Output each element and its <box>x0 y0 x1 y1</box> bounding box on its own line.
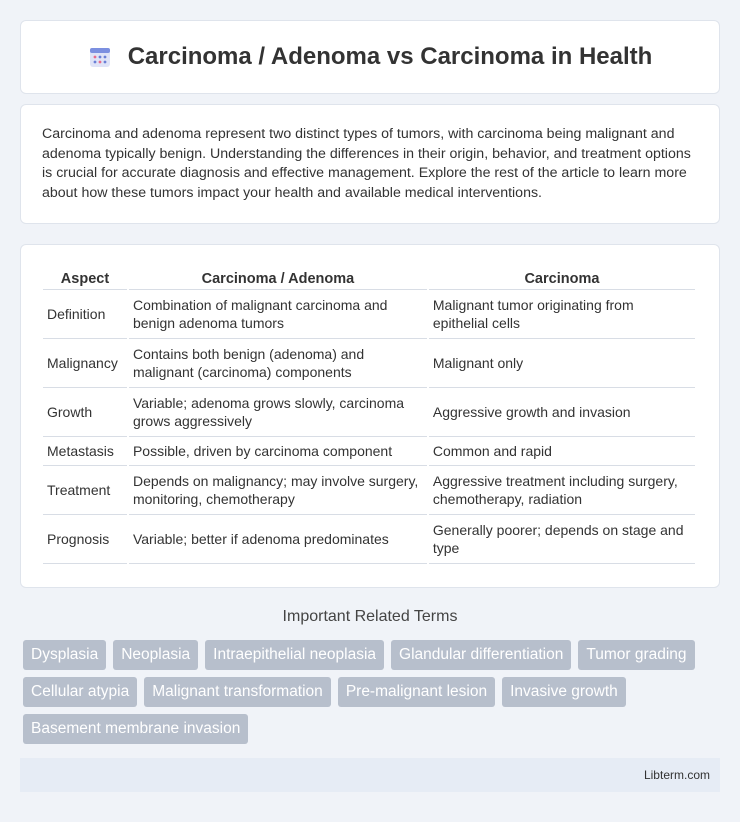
tag-cellular-atypia[interactable]: Cellular atypia <box>23 677 137 707</box>
cell-aspect: Definition <box>43 290 127 339</box>
comparison-card <box>20 244 720 588</box>
tag-pre-malignant-lesion[interactable]: Pre-malignant lesion <box>338 677 495 707</box>
cell-carcinoma-adenoma: Variable; better if adenoma predominates <box>129 515 427 564</box>
tag-malignant-transformation[interactable]: Malignant transformation <box>144 677 331 707</box>
tag-tumor-grading[interactable]: Tumor grading <box>578 640 694 670</box>
tag-invasive-growth[interactable]: Invasive growth <box>502 677 626 707</box>
cell-carcinoma-adenoma: Depends on malignancy; may involve surgery, monitoring, chemotherapy <box>129 466 427 515</box>
table-row <box>43 388 695 437</box>
tag-glandular-differentiation[interactable]: Glandular differentiation <box>391 640 571 670</box>
header-aspect: Aspect <box>43 265 127 290</box>
header-card <box>20 20 720 94</box>
cell-carcinoma-adenoma: Variable; adenoma grows slowly, carcinoma grows aggressively <box>129 388 427 437</box>
header-carcinoma: Carcinoma <box>429 265 695 290</box>
cell-carcinoma-adenoma: Possible, driven by carcinoma component <box>129 437 427 466</box>
cell-carcinoma: Aggressive growth and invasion <box>429 388 695 437</box>
cell-carcinoma: Generally poorer; depends on stage and type <box>429 515 695 564</box>
cell-aspect: Metastasis <box>43 437 127 466</box>
table-row <box>43 437 695 466</box>
related-terms-title: Important Related Terms <box>282 608 458 625</box>
tag-dysplasia[interactable]: Dysplasia <box>23 640 106 670</box>
tag-basement-membrane-invasion[interactable]: Basement membrane invasion <box>23 714 248 744</box>
tag-intraepithelial-neoplasia[interactable]: Intraepithelial neoplasia <box>205 640 384 670</box>
cell-aspect: Malignancy <box>43 339 127 388</box>
tag-neoplasia[interactable]: Neoplasia <box>113 640 198 670</box>
header-carcinoma-adenoma: Carcinoma / Adenoma <box>129 265 427 290</box>
cell-carcinoma: Malignant only <box>429 339 695 388</box>
cell-carcinoma: Common and rapid <box>429 437 695 466</box>
related-terms-list <box>23 640 723 744</box>
table-row <box>43 466 695 515</box>
cell-aspect: Growth <box>43 388 127 437</box>
table-row <box>43 515 695 564</box>
page-title: Carcinoma / Adenoma vs Carcinoma in Health <box>127 43 653 70</box>
table-row <box>43 339 695 388</box>
intro-card <box>20 104 720 224</box>
cell-aspect: Prognosis <box>43 515 127 564</box>
intro-text: Carcinoma and adenoma represent two distinct types of tumors, with carcinoma being malignant and adenoma typically benign. Understanding the differences in their origin, behavior, and treatment options is crucial for accurate diagnosis and effective management. Explore the rest of the article to learn more about how these tumors impact your health and available medical interventions. <box>42 126 691 201</box>
cell-carcinoma: Malignant tumor originating from epithelial cells <box>429 290 695 339</box>
cell-carcinoma-adenoma: Combination of malignant carcinoma and benign adenoma tumors <box>129 290 427 339</box>
cell-aspect: Treatment <box>43 466 127 515</box>
table-row <box>43 290 695 339</box>
calendar-grid-icon <box>88 45 112 69</box>
comparison-table <box>41 265 697 564</box>
footer-link[interactable]: Libterm.com <box>643 768 710 782</box>
cell-carcinoma: Aggressive treatment including surgery, chemotherapy, radiation <box>429 466 695 515</box>
cell-carcinoma-adenoma: Contains both benign (adenoma) and malignant (carcinoma) components <box>129 339 427 388</box>
footer <box>20 758 720 792</box>
